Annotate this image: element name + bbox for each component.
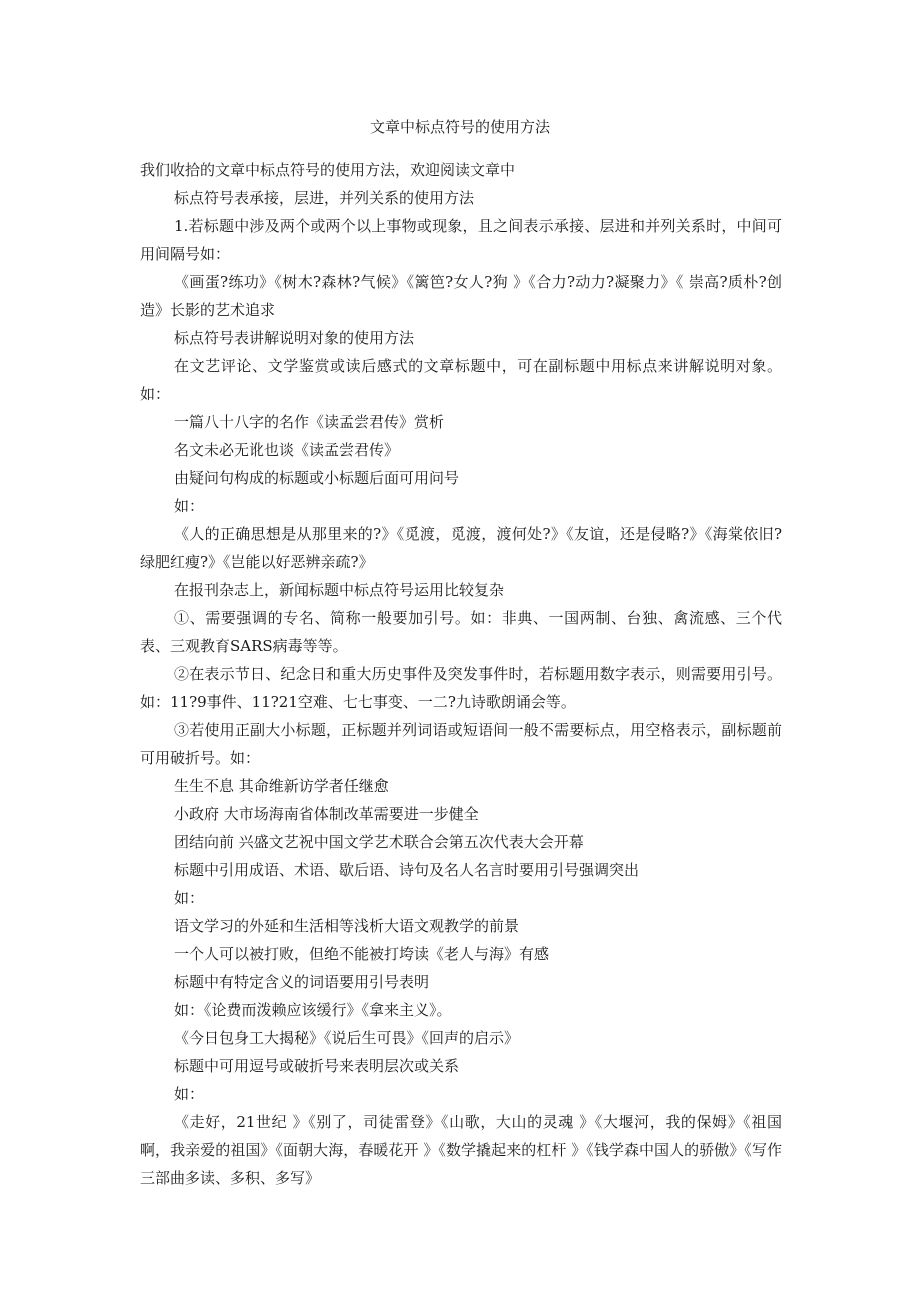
paragraph: ①、需要强调的专名、简称一般要加引号。如：非典、一国两制、台独、禽流感、三个代表、三观教育SARS病毒等等。	[140, 609, 782, 655]
paragraph: 由疑问句构成的标题或小标题后面可用问号	[174, 469, 460, 487]
paragraph: 一篇八十八字的名作《读孟尝君传》赏析	[174, 413, 445, 431]
paragraph: 如：	[174, 1085, 205, 1103]
paragraph: 标点符号表讲解说明对象的使用方法	[174, 329, 415, 347]
document-title: 文章中标点符号的使用方法	[369, 118, 550, 136]
paragraph: 语文学习的外延和生活相等浅析大语文观教学的前景	[174, 917, 520, 935]
paragraph: 《今日包身工大揭秘》《说后生可畏》《回声的启示》	[174, 1029, 520, 1047]
paragraph: 《人的正确思想是从那里来的?》《觅渡，觅渡，渡何处?》《友谊，还是侵略?》《海棠依旧?绿肥红瘦?》《岂能以好恶辨亲疏?》	[140, 525, 782, 571]
paragraph: 标题中有特定含义的词语要用引号表明	[174, 973, 430, 991]
paragraph: 在报刊杂志上，新闻标题中标点符号运用比较复杂	[174, 581, 505, 599]
paragraph: 在文艺评论、文学鉴赏或读后感式的文章标题中，可在副标题中用标点来讲解说明对象。如：	[140, 357, 782, 403]
paragraph: 名文未必无讹也谈《读孟尝君传》	[174, 441, 400, 459]
paragraph: 《画蛋?练功》《树木?森林?气候》《篱笆?女人?狗 》《合力?动力?凝聚力》《 崇高?质朴?创造》长影的艺术追求	[140, 273, 782, 319]
paragraph: ②在表示节日、纪念日和重大历史事件及突发事件时，若标题用数字表示，则需要用引号。如：11?9事件、11?21空难、七七事变、一二?九诗歌朗诵会等。	[140, 665, 782, 711]
paragraph: 我们收拾的文章中标点符号的使用方法，欢迎阅读文章中	[140, 161, 516, 179]
paragraph: ③若使用正副大小标题，正标题并列词语或短语间一般不需要标点，用空格表示，副标题前可用破折号。如：	[140, 721, 782, 767]
paragraph: 1.若标题中涉及两个或两个以上事物或现象，且之间表示承接、层进和并列关系时，中间可用间隔号如：	[140, 217, 782, 263]
document-body	[140, 156, 782, 1192]
paragraph: 如：	[174, 889, 205, 907]
paragraph: 《走好，21世纪 》《别了，司徒雷登》《山歌，大山的灵魂 》《大堰河，我的保姆》《祖国啊，我亲爱的祖国》《面朝大海，春暖花开 》《数学撬起来的杠杆 》《钱学森中国人的骄傲》《写作三部曲多读、多积、多写》	[140, 1113, 782, 1187]
paragraph: 标题中可用逗号或破折号来表明层次或关系	[174, 1057, 460, 1075]
paragraph: 如：	[174, 497, 205, 515]
paragraph: 如：《论费而泼赖应该缓行》《拿来主义》。	[174, 1001, 452, 1019]
paragraph: 小政府 大市场海南省体制改革需要进一步健全	[174, 805, 479, 823]
paragraph: 一个人可以被打败，但绝不能被打垮读《老人与海》有感	[174, 945, 550, 963]
paragraph: 团结向前 兴盛文艺祝中国文学艺术联合会第五次代表大会开幕	[174, 833, 584, 851]
paragraph: 标点符号表承接，层进，并列关系的使用方法	[174, 189, 475, 207]
paragraph: 标题中引用成语、术语、歇后语、诗句及名人名言时要用引号强调突出	[174, 861, 640, 879]
paragraph: 生生不息 其命维新访学者任继愈	[174, 777, 389, 795]
